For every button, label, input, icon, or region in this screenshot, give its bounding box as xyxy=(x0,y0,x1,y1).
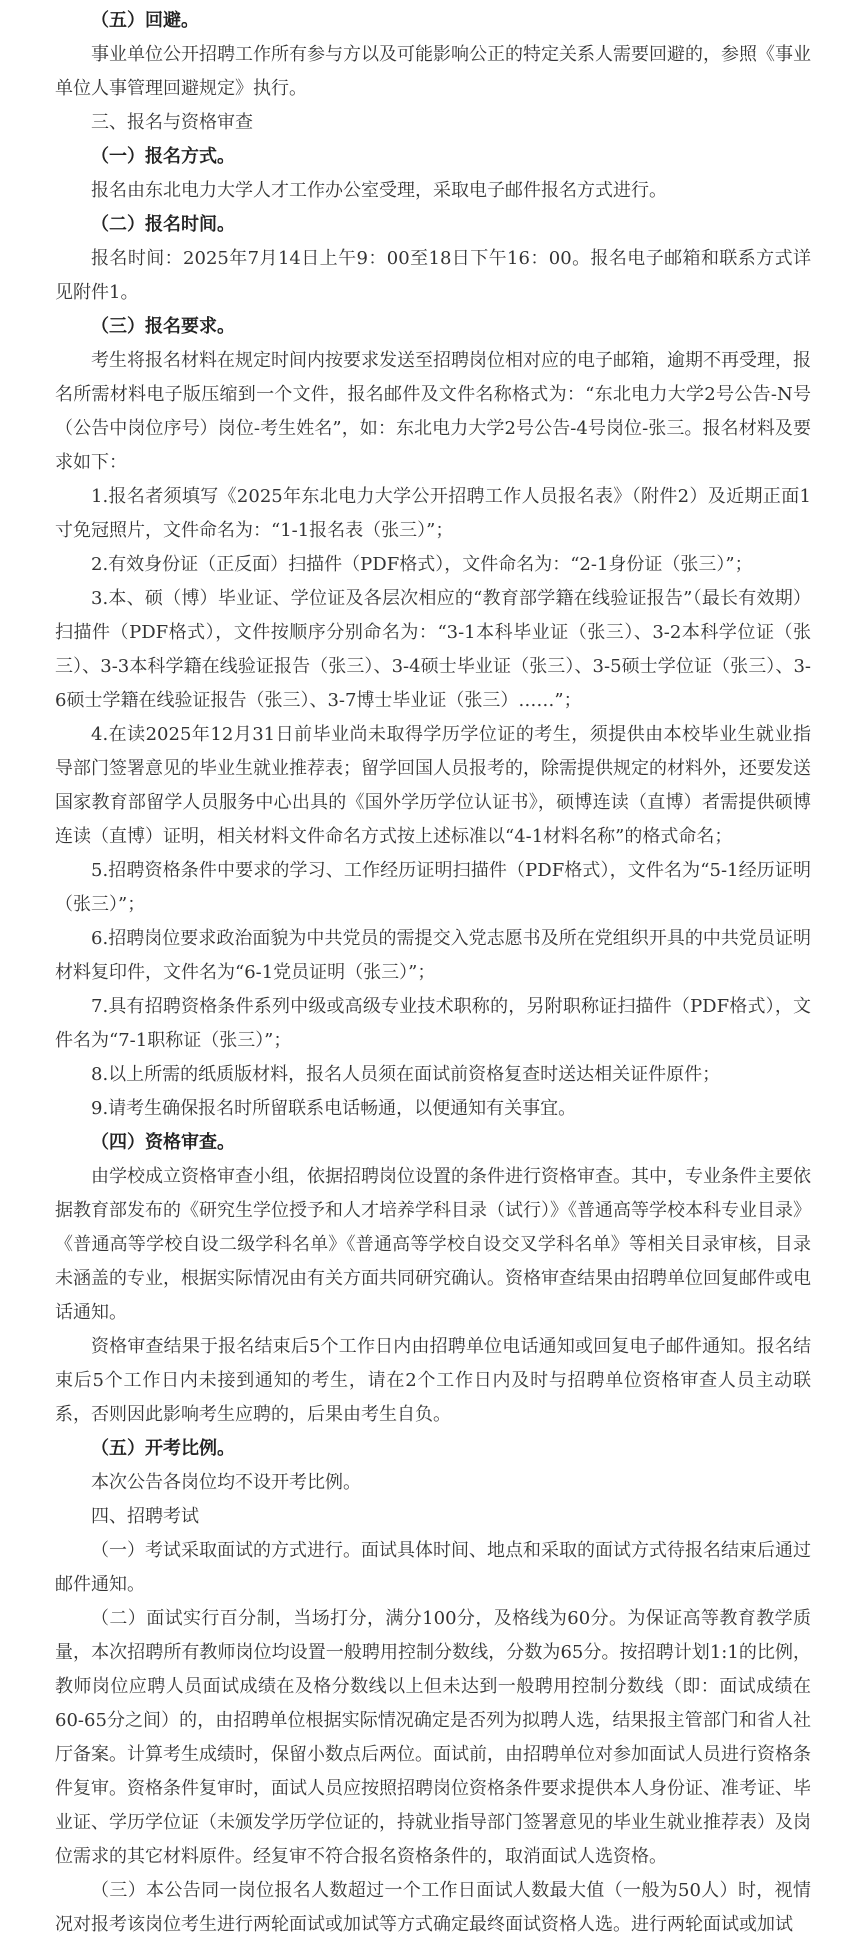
section-heading-exam-ratio: （五）开考比例。 xyxy=(91,1438,235,1459)
paragraph-qualification-review: 由学校成立资格审查小组，依据招聘岗位设置的条件进行资格审查。其中，专业条件主要依据教育部发布的《研究生学位授予和人才培养学科目录（试行）》《普通高等学校本科专业目录》《普通高等学校自设二级学科名单》《普通高等学校自设交叉学科名单》等相关目录审核，目录未涵盖的专业，根据实际情况由有关方面共同研究确认。资格审查结果由招聘单位回复邮件或电话通知。 xyxy=(55,1166,811,1323)
paragraph-review-notification: 资格审查结果于报名结束后5个工作日内由招聘单位电话通知或回复电子邮件通知。报名结束后5个工作日内未接到通知的考生，请在2个工作日内及时与招聘单位资格审查人员主动联系，否则因此影响考生应聘的，后果由考生自负。 xyxy=(55,1336,811,1425)
list-item-requirement-5: 5.招聘资格条件中要求的学习、工作经历证明扫描件（PDF格式），文件名为“5-1经历证明（张三）”； xyxy=(55,860,811,915)
list-item-requirement-8: 8.以上所需的纸质版材料，报名人员须在面试前资格复查时送达相关证件原件； xyxy=(91,1064,721,1085)
section-heading-registration-requirements: （三）报名要求。 xyxy=(91,316,235,337)
paragraph-requirements-intro: 考生将报名材料在规定时间内按要求发送至招聘岗位相对应的电子邮箱，逾期不再受理，报名所需材料电子版压缩到一个文件，报名邮件及文件名称格式为：“东北电力大学2号公告-N号（公告中岗位序号）岗位-考生姓名”，如：东北电力大学2号公告-4号岗位-张三。报名材料及要求如下： xyxy=(55,350,811,473)
list-item-requirement-9: 9.请考生确保报名时所留联系电话畅通，以便通知有关事宜。 xyxy=(91,1098,577,1119)
paragraph-registration-method: 报名由东北电力大学人才工作办公室受理，采取电子邮件报名方式进行。 xyxy=(91,180,667,201)
paragraph-recusal-body: 事业单位公开招聘工作所有参与方以及可能影响公正的特定关系人需要回避的，参照《事业单位人事管理回避规定》执行。 xyxy=(55,44,811,99)
list-item-requirement-3: 3.本、硕（博）毕业证、学位证及各层次相应的“教育部学籍在线验证报告”（最长有效期）扫描件（PDF格式），文件按顺序分别命名为：“3-1本科毕业证（张三）、3-2本科学位证（张三）、3-3本科学籍在线验证报告（张三）、3-4硕士毕业证（张三）、3-5硕士学位证（张三）、3-6硕士学籍在线验证报告（张三）、3-7博士毕业证（张三）……”； xyxy=(55,588,811,711)
paragraph-exam-rounds: （三）本公告同一岗位报名人数超过一个工作日面试人数最大值（一般为50人）时，视情况对报考该岗位考生进行两轮面试或加试等方式确定最终面试资格人选。进行两轮面试或加试 xyxy=(55,1880,811,1935)
chapter-heading-registration: 三、报名与资格审查 xyxy=(91,112,253,133)
section-heading-registration-method: （一）报名方式。 xyxy=(91,146,235,167)
section-heading-recusal: （五）回避。 xyxy=(91,10,199,31)
section-heading-qualification-review: （四）资格审查。 xyxy=(91,1132,235,1153)
paragraph-exam-method: （一）考试采取面试的方式进行。面试具体时间、地点和采取的面试方式待报名结束后通过邮件通知。 xyxy=(55,1540,811,1595)
section-heading-registration-time: （二）报名时间。 xyxy=(91,214,235,235)
list-item-requirement-1: 1.报名者须填写《2025年东北电力大学公开招聘工作人员报名表》（附件2）及近期正面1寸免冠照片，文件命名为：“1-1报名表（张三）”； xyxy=(55,486,811,541)
list-item-requirement-6: 6.招聘岗位要求政治面貌为中共党员的需提交入党志愿书及所在党组织开具的中共党员证明材料复印件，文件名为“6-1党员证明（张三）”； xyxy=(55,928,811,983)
list-item-requirement-4: 4.在读2025年12月31日前毕业尚未取得学历学位证的考生，须提供由本校毕业生就业指导部门签署意见的毕业生就业推荐表；留学回国人员报考的，除需提供规定的材料外，还要发送国家教育部留学人员服务中心出具的《国外学历学位认证书》，硕博连读（直博）者需提供硕博连读（直博）证明，相关材料文件命名方式按上述标准以“4-1材料名称”的格式命名； xyxy=(55,724,811,847)
paragraph-registration-time: 报名时间：2025年7月14日上午9：00至18日下午16：00。报名电子邮箱和联系方式详见附件1。 xyxy=(55,248,811,303)
paragraph-exam-ratio: 本次公告各岗位均不设开考比例。 xyxy=(91,1472,361,1493)
list-item-requirement-2: 2.有效身份证（正反面）扫描件（PDF格式），文件命名为：“2-1身份证（张三）”； xyxy=(91,554,753,575)
paragraph-exam-scoring: （二）面试实行百分制，当场打分，满分100分，及格线为60分。为保证高等教育教学质量，本次招聘所有教师岗位均设置一般聘用控制分数线，分数为65分。按招聘计划1:1的比例，教师岗位应聘人员面试成绩在及格分数线以上但未达到一般聘用控制分数线（即：面试成绩在60-65分之间）的，由招聘单位根据实际情况确定是否列为拟聘人选，结果报主管部门和省人社厅备案。计算考生成绩时，保留小数点后两位。面试前，由招聘单位对参加面试人员进行资格条件复审。资格条件复审时，面试人员应按照招聘岗位资格条件要求提供本人身份证、准考证、毕业证、学历学位证（未颁发学历学位证的，持就业指导部门签署意见的毕业生就业推荐表）及岗位需求的其它材料原件。经复审不符合报名资格条件的，取消面试人选资格。 xyxy=(55,1608,811,1867)
list-item-requirement-7: 7.具有招聘资格条件系列中级或高级专业技术职称的，另附职称证扫描件（PDF格式），文件名为“7-1职称证（张三）”； xyxy=(55,996,811,1051)
chapter-heading-recruitment-exam: 四、招聘考试 xyxy=(91,1506,199,1527)
